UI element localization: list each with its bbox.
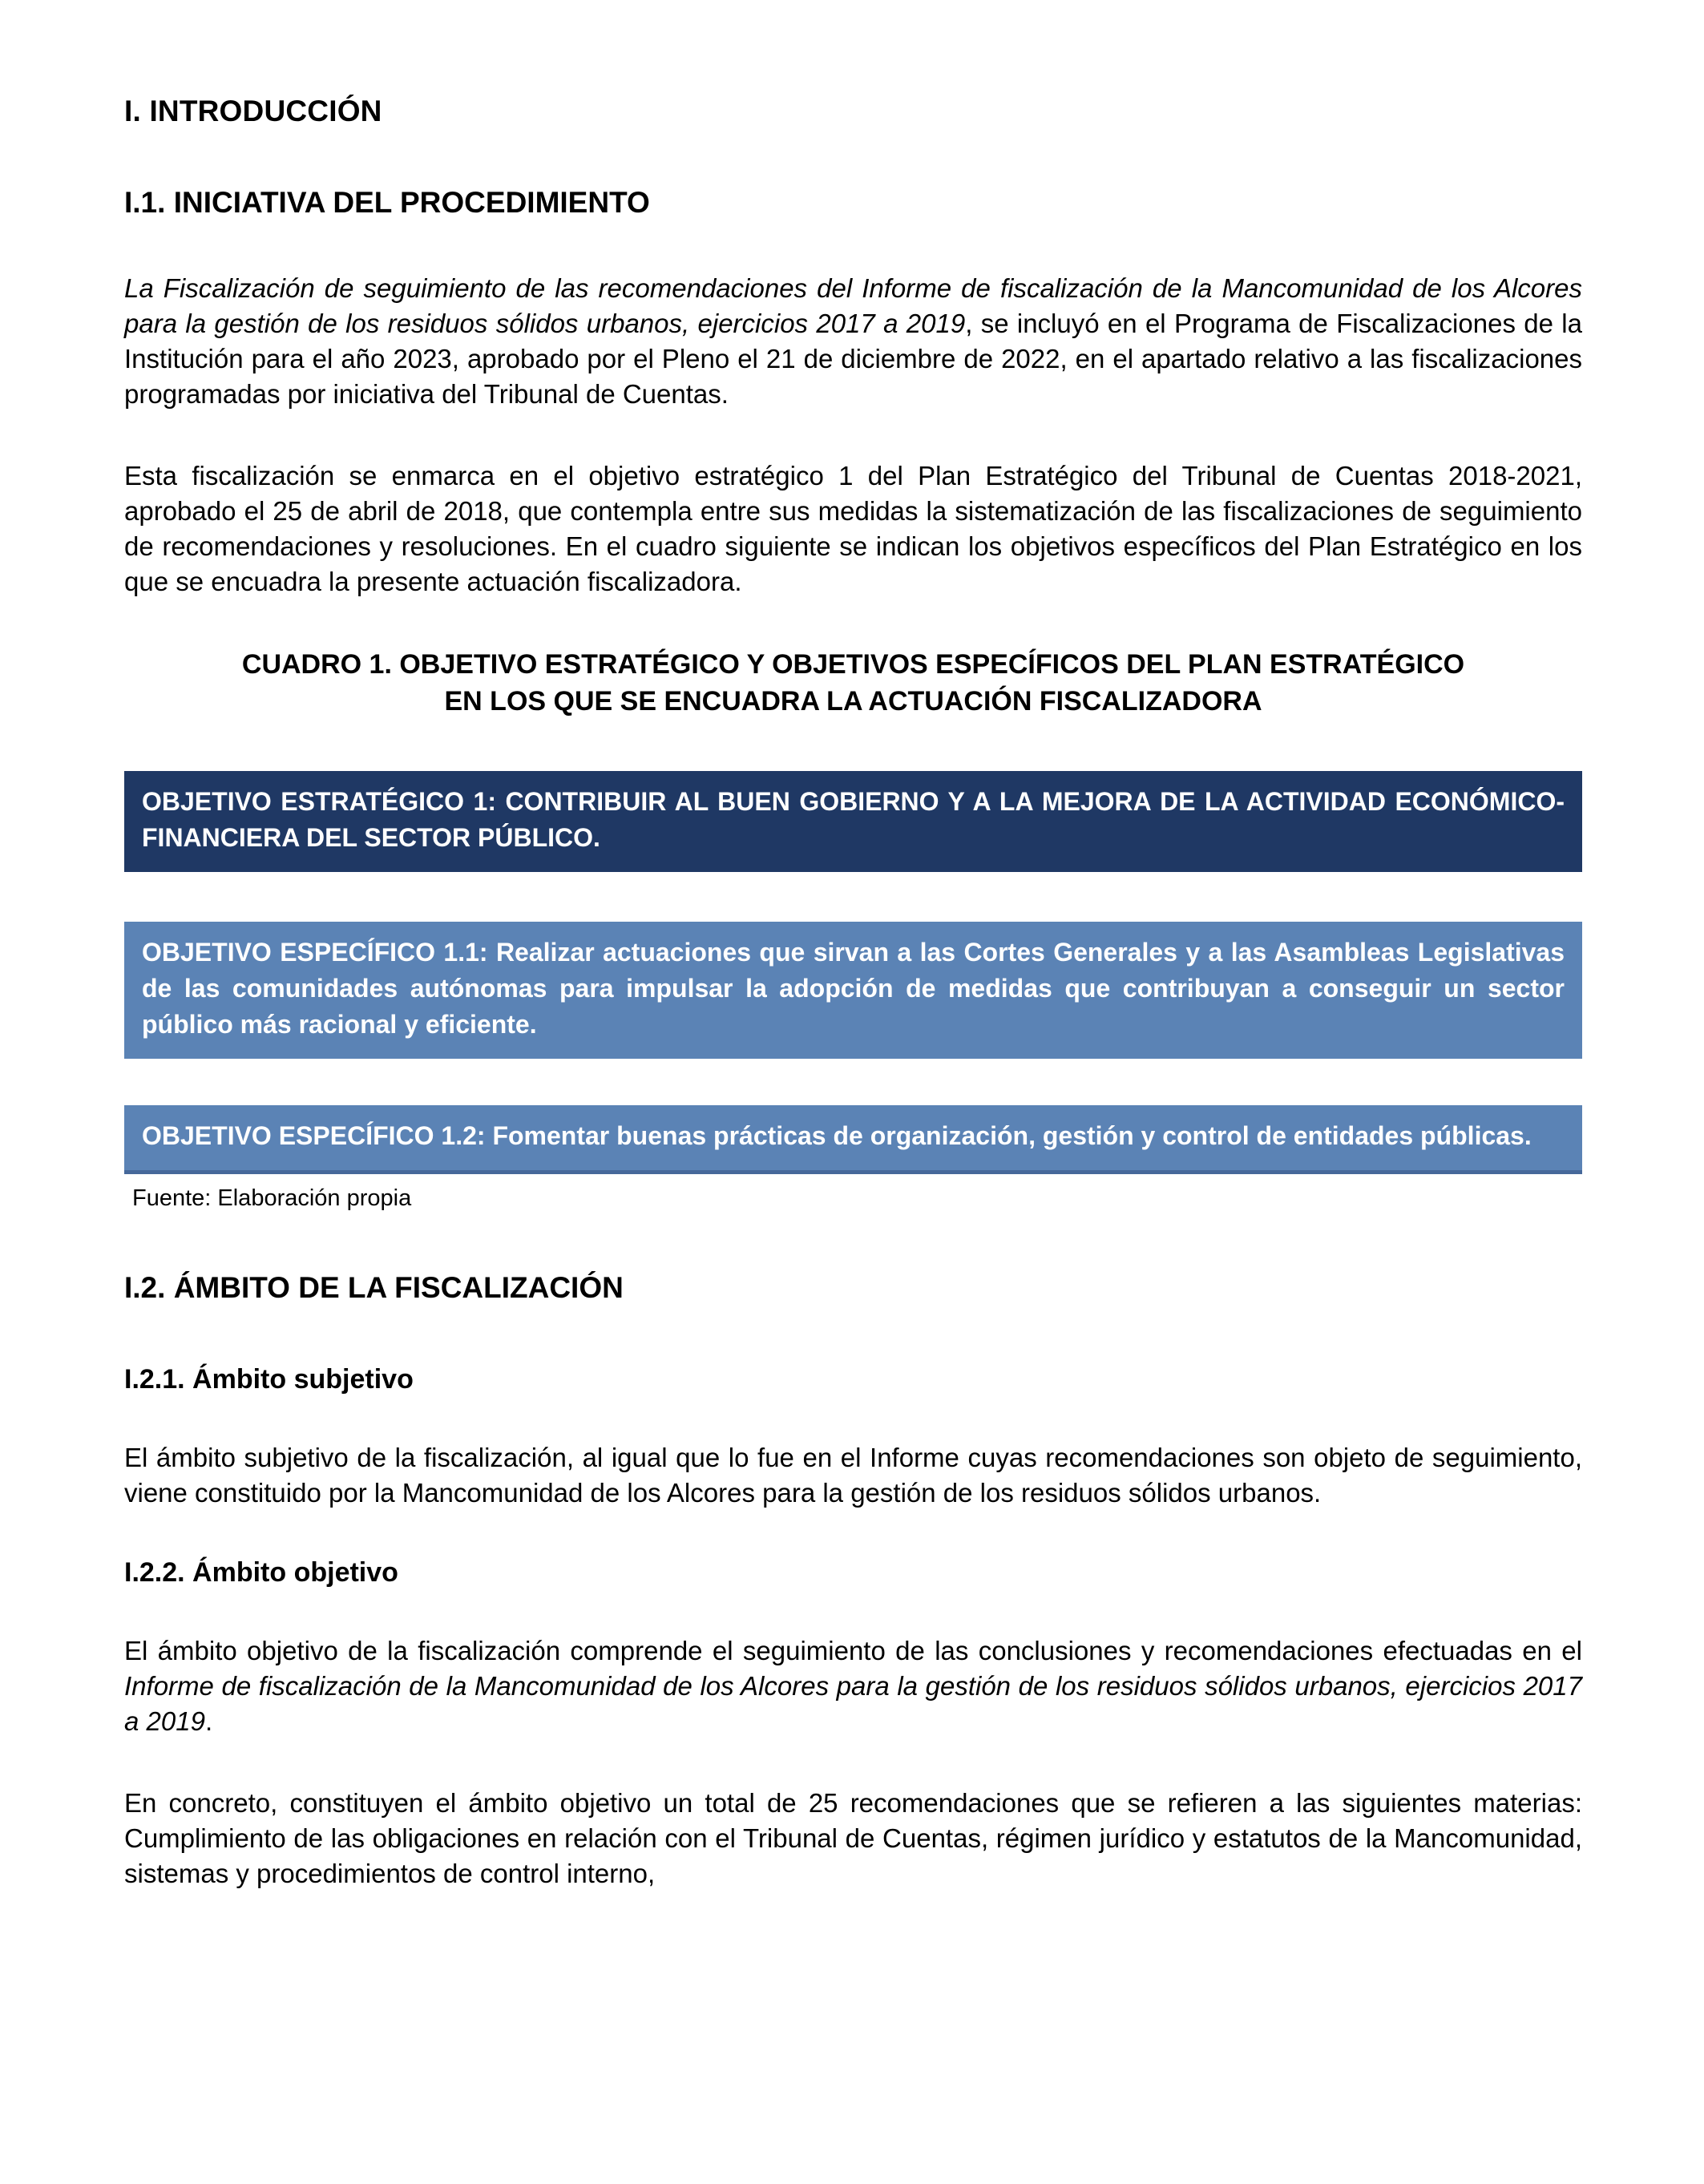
subsection-2-2-paragraph-1: [124, 1633, 1582, 1739]
section-1-heading: I.1. INICIATIVA DEL PROCEDIMIENTO: [124, 186, 650, 219]
document-title: I. INTRODUCCIÓN: [124, 95, 382, 127]
report-title-italic-2: Informe de fiscalización de la Mancomunidad de los Alcores para la gestión de los residuos sólidos urbanos, ejercicios 2017 a 2019: [124, 1671, 1582, 1736]
subsection-2-2-paragraph-2: En concreto, constituyen el ámbito objetivo un total de 25 recomendaciones que se refieren a las siguientes materias: Cumplimiento de las obligaciones en relación con el Tribunal de Cuentas, régimen jurídico y estatutos de la Mancomunidad, sistemas y procedimientos de control interno,: [124, 1788, 1582, 1888]
document-page: [124, 95, 1582, 1891]
specific-objective-1-1-box: OBJETIVO ESPECÍFICO 1.1: Realizar actuaciones que sirvan a las Cortes Generales y a las Asambleas Legislativas de las comunidades autónomas para impulsar la adopción de medidas que contribuyan a conseguir un sector público más racional y eficiente.: [124, 922, 1582, 1059]
subsection-2-1-heading: I.2.1. Ámbito subjetivo: [124, 1364, 414, 1395]
subsection-2-2-paragraph-1-start: El ámbito objetivo de la fiscalización comprende el seguimiento de las conclusiones y recomendaciones efectuadas en el: [124, 1636, 1582, 1665]
report-title-italic: La Fiscalización de seguimiento de las recomendaciones del Informe de fiscalización de la Mancomunidad de los Alcores para la gestión de los residuos sólidos urbanos, ejercicios 2017 a 2019: [124, 273, 1582, 338]
table-1-caption: CUADRO 1. OBJETIVO ESTRATÉGICO Y OBJETIVOS ESPECÍFICOS DEL PLAN ESTRATÉGICO EN LOS QUE SE ENCUADRA LA ACTUACIÓN FISCALIZADORA: [241, 649, 1465, 717]
section-1-paragraph-1: [124, 271, 1582, 412]
subsection-2-1-paragraph: El ámbito subjetivo de la fiscalización, al igual que lo fue en el Informe cuyas recomendaciones son objeto de seguimiento, viene constituido por la Mancomunidad de los Alcores para la gestión de los residuos sólidos urbanos.: [124, 1443, 1582, 1508]
table-1-source-note: Fuente: Elaboración propia: [132, 1185, 412, 1211]
section-1-paragraph-1-text: , se incluyó en el Programa de Fiscalizaciones de la Institución para el año 2023, aprobado por el Pleno el 21 de diciembre de 2022, en el apartado relativo a las fiscalizaciones programadas por iniciativa del Tribunal de Cuentas.: [124, 309, 1582, 409]
subsection-2-2-paragraph-1-end: .: [204, 1706, 213, 1736]
strategic-objective-box: OBJETIVO ESTRATÉGICO 1: CONTRIBUIR AL BUEN GOBIERNO Y A LA MEJORA DE LA ACTIVIDAD ECONÓMICO-FINANCIERA DEL SECTOR PÚBLICO.: [124, 771, 1582, 872]
section-2-heading: I.2. ÁMBITO DE LA FISCALIZACIÓN: [124, 1271, 624, 1304]
specific-objective-1-2-box: OBJETIVO ESPECÍFICO 1.2: Fomentar buenas prácticas de organización, gestión y control de entidades públicas.: [124, 1105, 1582, 1174]
section-1-paragraph-2: Esta fiscalización se enmarca en el objetivo estratégico 1 del Plan Estratégico del Tribunal de Cuentas 2018-2021, aprobado el 25 de abril de 2018, que contempla entre sus medidas la sistematización de las fiscalizaciones de seguimiento de recomendaciones y resoluciones. En el cuadro siguiente se indican los objetivos específicos del Plan Estratégico en los que se encuadra la presente actuación fiscalizadora.: [124, 461, 1582, 596]
subsection-2-2-heading: I.2.2. Ámbito objetivo: [124, 1557, 398, 1588]
